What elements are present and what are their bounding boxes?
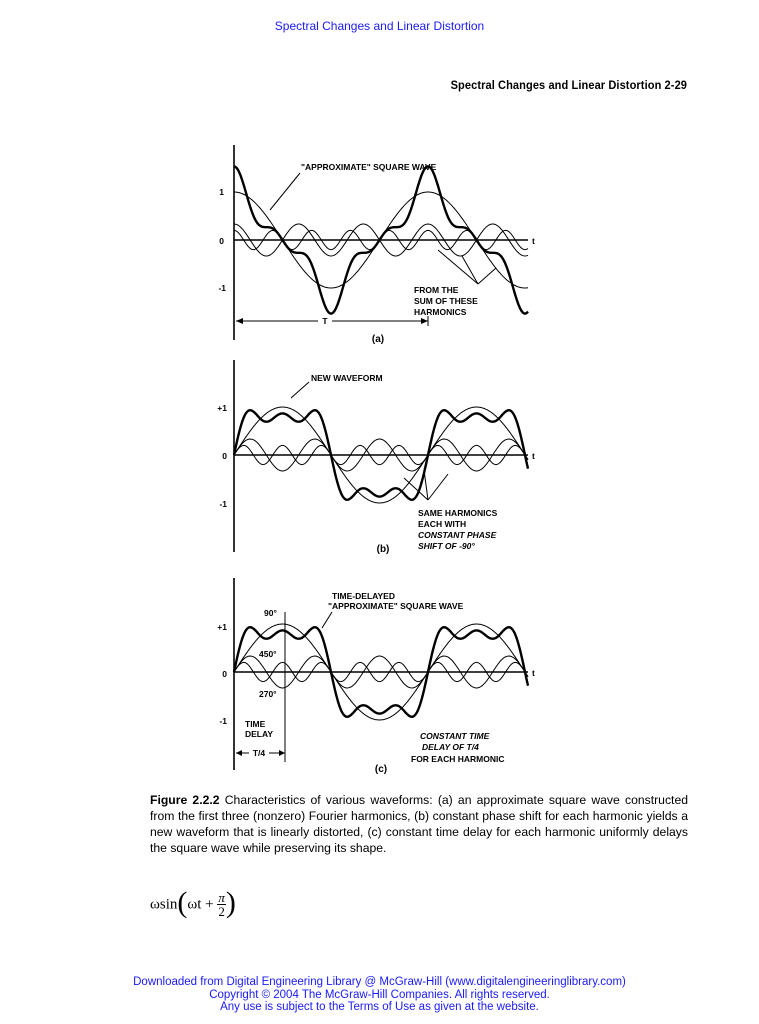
panel-a-tick-1: 1 <box>219 187 224 197</box>
formula-fraction <box>217 891 226 918</box>
panel-c-annotation-3: FOR EACH HARMONIC <box>411 754 505 764</box>
panel-b-tick-pos1: +1 <box>217 403 227 413</box>
panel-a-annotation-3: HARMONICS <box>414 307 467 317</box>
panel-c-tick-0: 0 <box>222 669 227 679</box>
formula-numerator: π <box>218 889 225 905</box>
panel-b <box>217 360 535 555</box>
panel-b-label: (b) <box>376 544 390 555</box>
panel-c-title-1: TIME-DELAYED <box>332 591 395 601</box>
panel-a-leader-2 <box>462 256 478 284</box>
panel-b-title-leader <box>291 382 309 398</box>
panel-c-title-2: "APPROXIMATE" SQUARE WAVE <box>328 601 464 611</box>
panel-c-phase-90: 90° <box>264 608 277 618</box>
panel-a-title: "APPROXIMATE" SQUARE WAVE <box>301 162 437 172</box>
panel-b-annotation-4: SHIFT OF -90° <box>418 541 475 551</box>
panel-c-t-label: t <box>532 668 535 678</box>
footer-copyright: Copyright © 2004 The McGraw-Hill Companies. All rights reserved. <box>209 988 550 1001</box>
panel-c-delay-value: T/4 <box>252 748 266 758</box>
panel-a <box>218 145 535 345</box>
panel-c-label: (c) <box>374 764 388 775</box>
top-link[interactable]: Spectral Changes and Linear Distortion <box>274 19 485 33</box>
figure-caption <box>150 792 688 856</box>
panel-a-annotation-2: SUM OF THESE <box>414 296 478 306</box>
caption-text: Characteristics of various waveforms: (a) an approximate square wave constructed from the first three (nonzero) Fourier harmonics, (b) constant phase shift for each harmonic yields a new waveform that is linearly distorted, (c) constant time delay for each harmonic uniformly delays the square wave while preserving its shape. <box>150 793 688 855</box>
formula-denominator: 2 <box>218 903 225 919</box>
panel-a-leader-3 <box>478 268 496 284</box>
panel-c-phase-450: 450° <box>259 649 277 659</box>
panel-b-leader-2 <box>424 470 428 500</box>
caption-label: Figure 2.2.2 <box>150 793 220 807</box>
formula-inner: ωt + <box>187 896 214 913</box>
formula-close-paren: ) <box>225 886 236 919</box>
panel-a-annotation-1: FROM THE <box>414 285 459 295</box>
panel-b-annotation-3: CONSTANT PHASE <box>418 530 497 540</box>
panel-a-tick-0: 0 <box>219 236 224 246</box>
footer-download-link[interactable]: Downloaded from Digital Engineering Library @ McGraw-Hill (www.digitalengineeringlibrary.com) <box>133 976 626 988</box>
panel-a-period-arrowhead-right <box>421 318 428 324</box>
panel-c-tick-neg1: -1 <box>219 716 227 726</box>
panel-c-annotation-2: DELAY OF T/4 <box>422 742 479 752</box>
panel-c-delay-label-1: TIME <box>245 719 266 729</box>
panel-b-t-label: t <box>532 451 535 461</box>
panel-b-title: NEW WAVEFORM <box>311 373 383 383</box>
panel-b-annotation-1: SAME HARMONICS <box>418 508 498 518</box>
footer <box>0 976 759 1014</box>
panel-a-tick-neg1: -1 <box>218 283 226 293</box>
panel-a-label: (a) <box>371 334 385 345</box>
panel-a-t-label: t <box>532 236 535 246</box>
footer-terms: Any use is subject to the Terms of Use as given at the website. <box>220 1001 539 1013</box>
panel-a-period-arrowhead-left <box>236 318 243 324</box>
formula <box>150 888 236 922</box>
running-head: Spectral Changes and Linear Distortion 2-29 <box>450 78 687 92</box>
formula-prefix: ωsin <box>150 896 178 913</box>
panel-b-annotation-2: EACH WITH <box>418 519 467 529</box>
panel-c <box>217 578 535 775</box>
panel-a-title-leader <box>270 173 300 210</box>
panel-c-annotation-1: CONSTANT TIME <box>420 731 490 741</box>
panel-b-tick-0: 0 <box>222 451 227 461</box>
panel-c-delay-arrowhead-left <box>236 750 242 756</box>
panel-c-title-leader <box>322 612 332 628</box>
panel-c-delay-label-2: DELAY <box>245 729 274 739</box>
panel-c-delay-arrowhead-right <box>279 750 285 756</box>
panel-a-period-label: T <box>322 316 328 326</box>
panel-b-leader-3 <box>428 474 448 500</box>
formula-open-paren: ( <box>177 886 188 919</box>
panel-c-tick-pos1: +1 <box>217 622 227 632</box>
panel-b-tick-neg1: -1 <box>219 499 227 509</box>
panel-c-phase-270: 270° <box>259 689 277 699</box>
